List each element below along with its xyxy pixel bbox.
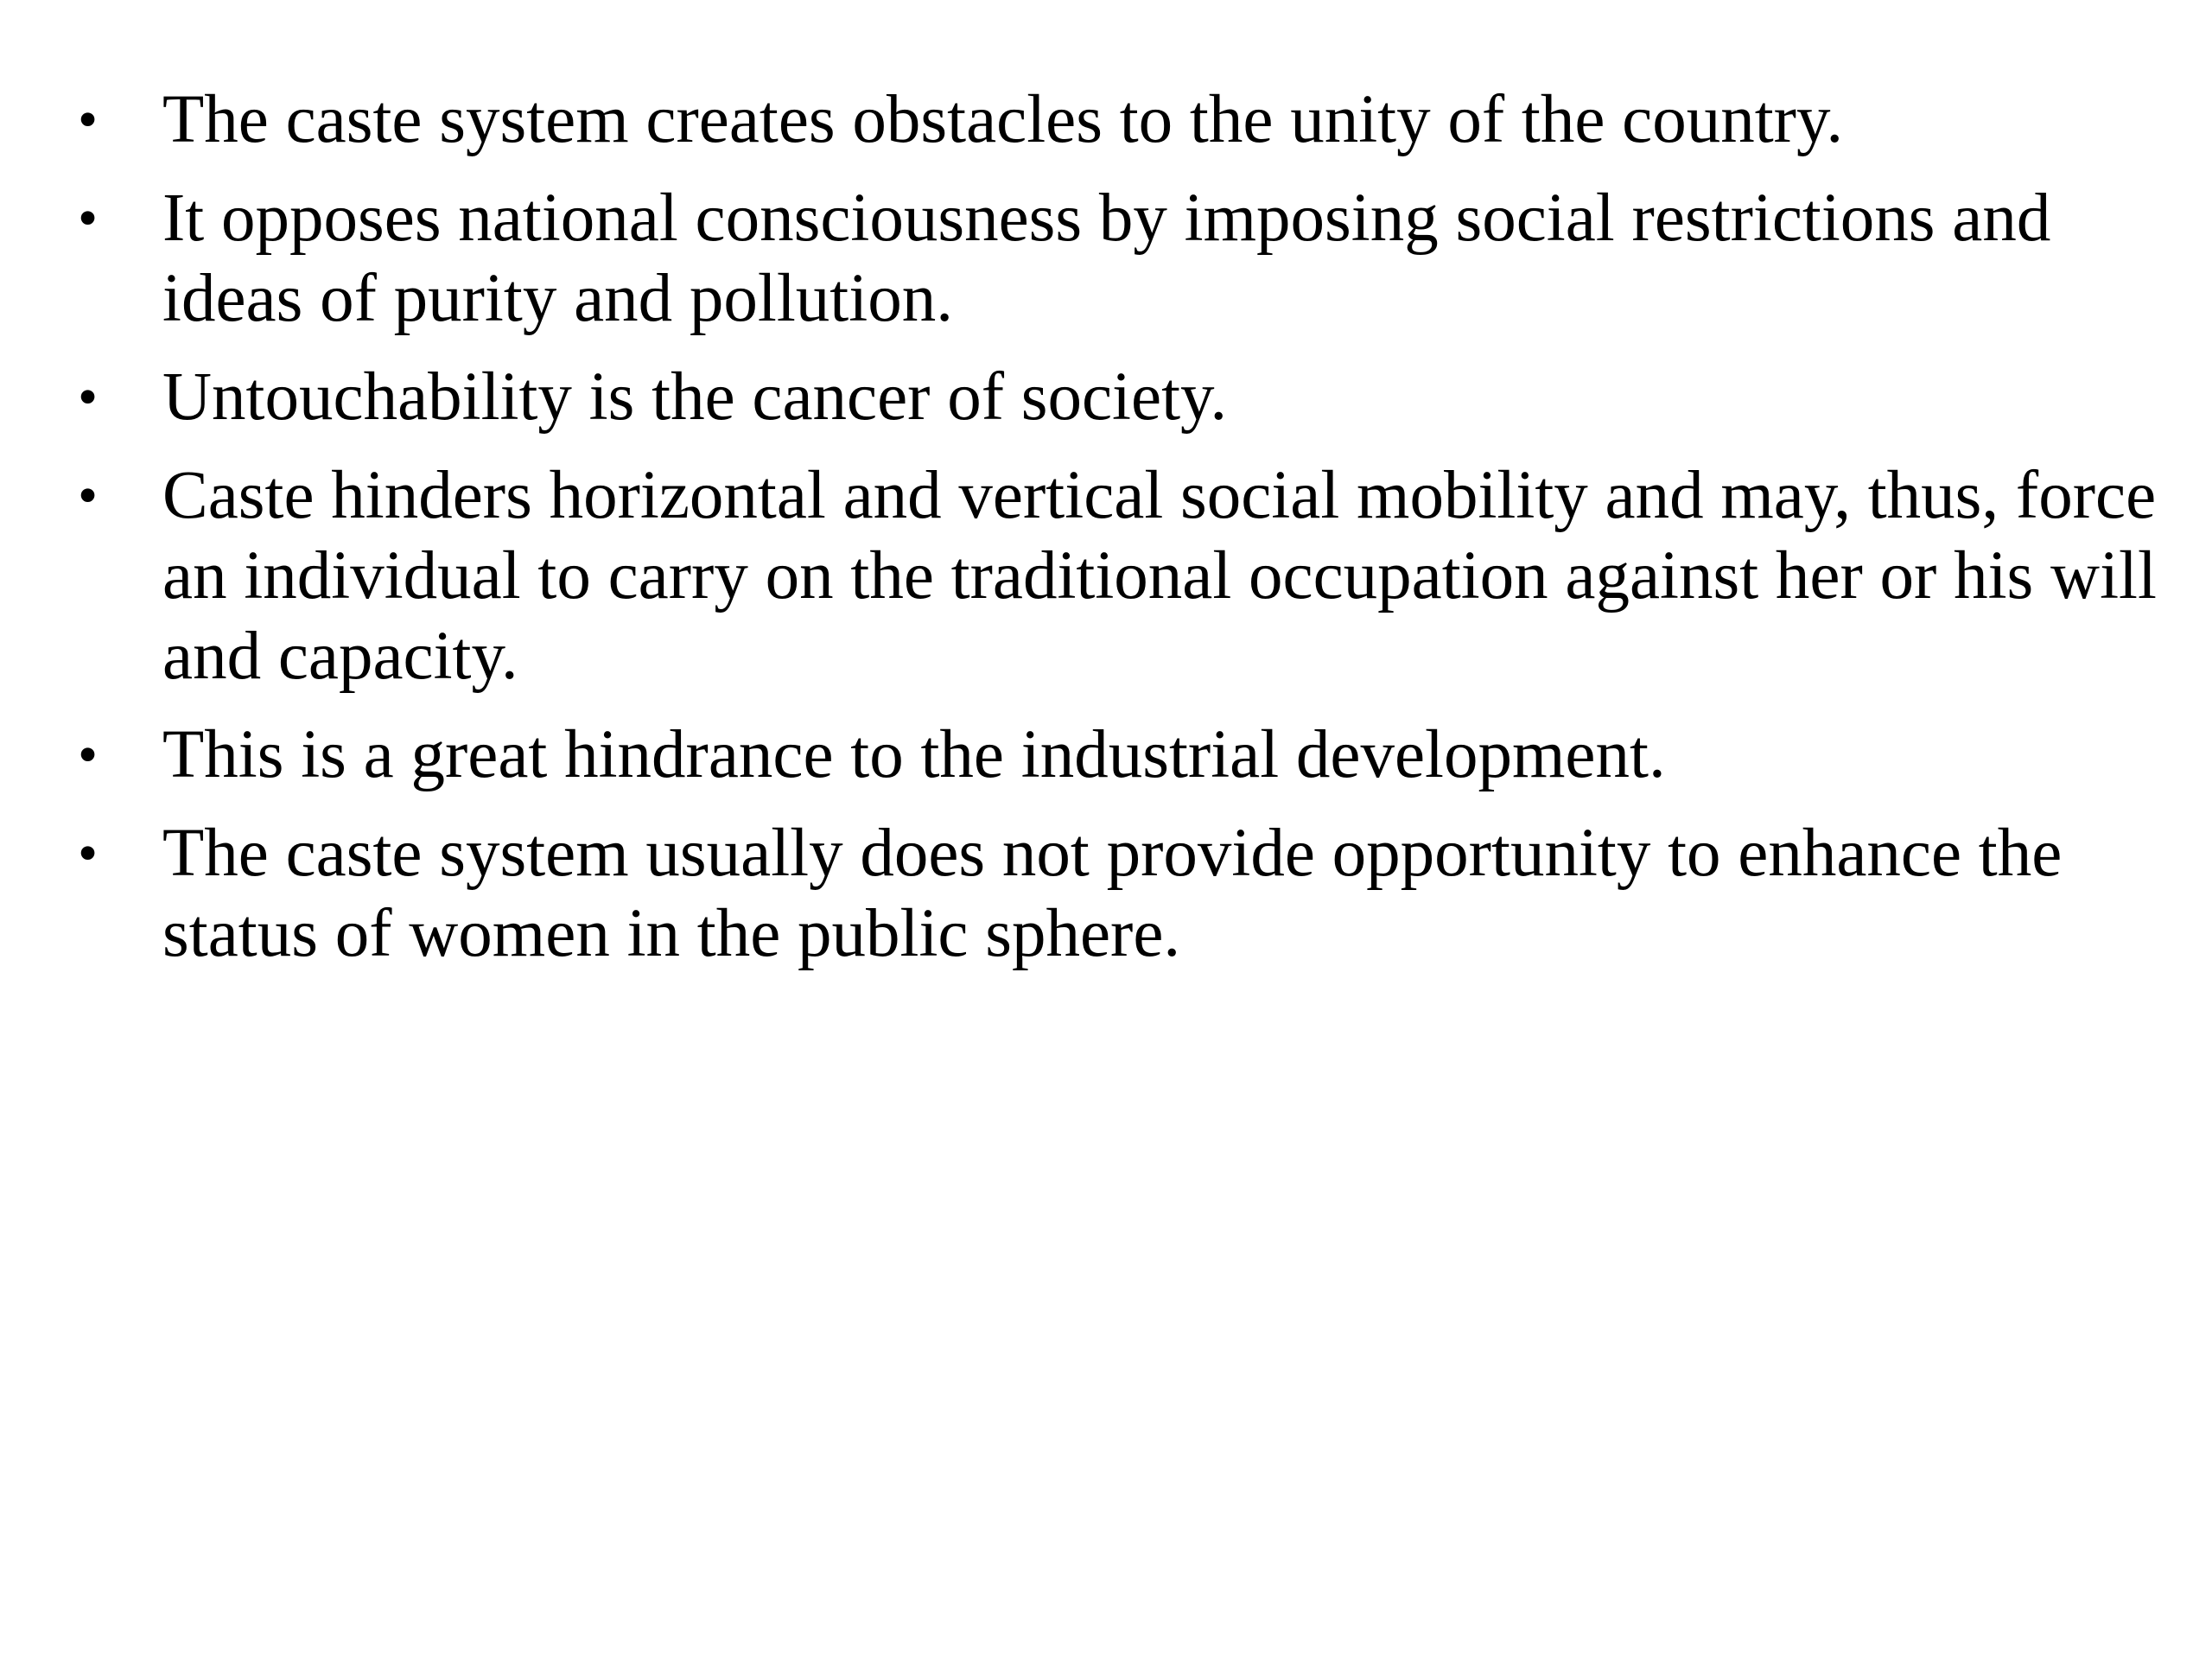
bullet-list bbox=[0, 79, 2212, 992]
bullet-item bbox=[0, 178, 2212, 339]
bullet-icon: • bbox=[78, 822, 99, 885]
bullet-text: Caste hinders horizontal and vertical social mobility and may, thus, force an individual to carry on the traditional occupation against her or his will and capacity. bbox=[162, 458, 2157, 694]
bullet-icon: • bbox=[78, 464, 99, 527]
bullet-text: The caste system creates obstacles to the unity of the country. bbox=[162, 82, 1844, 157]
bullet-icon: • bbox=[78, 723, 99, 786]
bullet-item bbox=[0, 813, 2212, 974]
bullet-item bbox=[0, 455, 2212, 696]
bullet-text: This is a great hindrance to the industrial development. bbox=[162, 717, 1666, 792]
bullet-icon: • bbox=[78, 365, 99, 429]
bullet-text: It opposes national consciousness by imposing social restrictions and ideas of purity and pollution. bbox=[162, 181, 2051, 336]
bullet-item bbox=[0, 79, 2212, 160]
bullet-text: The caste system usually does not provide opportunity to enhance the status of women in the public sphere. bbox=[162, 816, 2063, 971]
bullet-text: Untouchability is the cancer of society. bbox=[162, 359, 1228, 435]
bullet-item bbox=[0, 357, 2212, 437]
bullet-item bbox=[0, 715, 2212, 795]
bullet-icon: • bbox=[78, 88, 99, 151]
bullet-icon: • bbox=[78, 187, 99, 250]
